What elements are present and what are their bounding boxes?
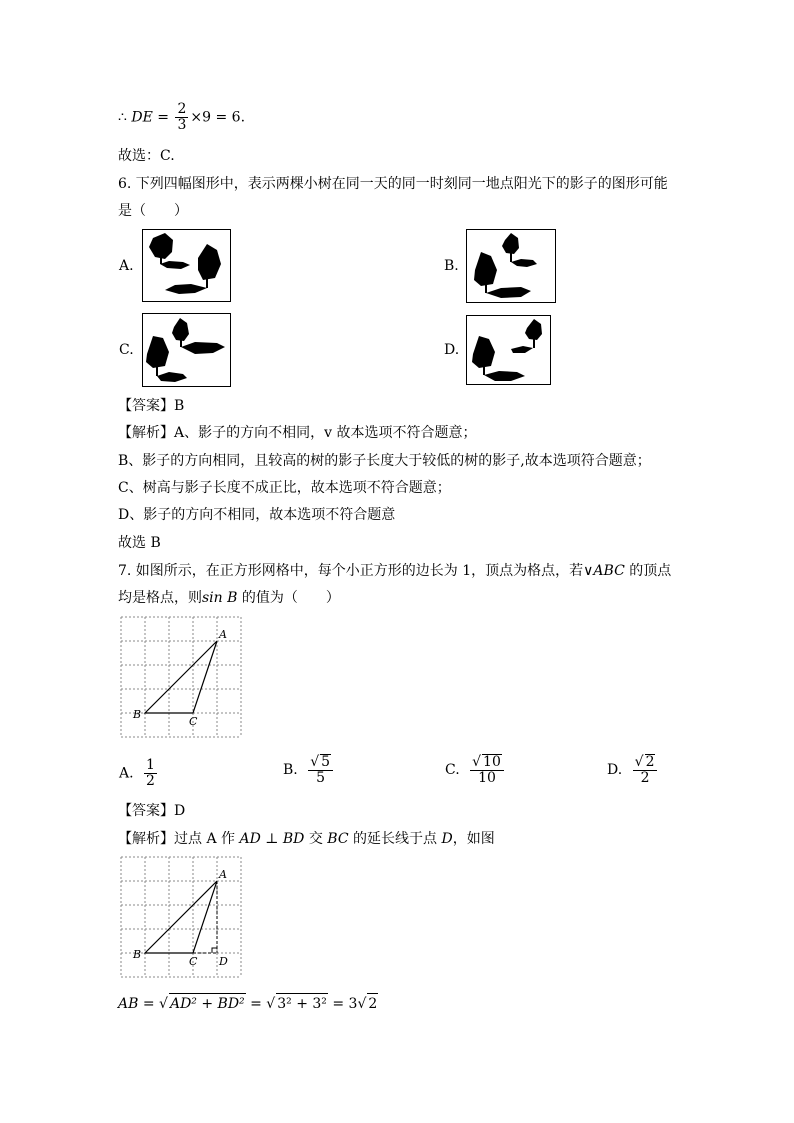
q7-option-b: B. $\frac{√ 5}{5}$ bbox=[283, 754, 335, 786]
q6-stem-line2: 是（ ） bbox=[118, 203, 188, 219]
q7-option-c: C. $\frac{√ 10}{10}$ bbox=[445, 754, 506, 786]
shadow-icon bbox=[157, 372, 187, 382]
shadow-icon bbox=[165, 284, 207, 294]
right-angle-mark bbox=[212, 948, 217, 953]
q6-option-a-label: A. bbox=[119, 258, 134, 274]
derivation-line: ∴ DE = $\frac{2}{3}$ ×9 = 6. bbox=[118, 101, 246, 133]
shadow-icon bbox=[511, 259, 537, 267]
q6-analysis-d: D、影子的方向不相同，故本选项不符合题意 bbox=[118, 507, 396, 523]
q6-option-c-figure bbox=[142, 313, 231, 387]
tree-icon bbox=[198, 244, 221, 280]
triangle-abc bbox=[145, 881, 217, 953]
q7-analysis: 【解析】过点 A 作 AD ⊥ BD 交 BC 的延长线于点 D，如图 bbox=[118, 831, 495, 847]
shadow-icon bbox=[181, 342, 225, 354]
q6-analysis-c: C、树高与影子长度不成正比，故本选项不符合题意； bbox=[118, 480, 451, 496]
shadow-icon bbox=[486, 287, 531, 298]
tree-icon bbox=[146, 336, 169, 368]
choice-line: 故选：C. bbox=[118, 148, 175, 164]
triangle-abc bbox=[145, 641, 217, 713]
shadow-icon bbox=[160, 261, 190, 269]
q6-analysis-b: B、影子的方向相同，且较高的树的影子长度大于较低的树的影子,故本选项符合题意； bbox=[118, 453, 651, 469]
q6-conclusion: 故选 B bbox=[118, 535, 161, 551]
q6-option-d-figure bbox=[466, 315, 551, 385]
label-d: D bbox=[219, 955, 228, 968]
tree-icon bbox=[474, 252, 497, 286]
q6-analysis-a: 【解析】A、影子的方向不相同，v 故本选项不符合题意； bbox=[118, 425, 477, 441]
q7-option-d: D. $\frac{√ 2}{2}$ bbox=[607, 754, 659, 786]
tree-icon bbox=[525, 319, 542, 340]
q7-option-a: A. $\frac{1}{2}$ bbox=[119, 757, 155, 789]
tree-icon bbox=[172, 318, 189, 341]
q7-answer: 【答案】D bbox=[118, 803, 186, 819]
q6-stem-line1: 6. 下列四幅图形中，表示两棵小树在同一天的同一时刻同一地点阳光下的影子的图形可能 bbox=[118, 176, 668, 192]
q6-option-a-figure bbox=[142, 229, 231, 302]
q6-option-d-label: D. bbox=[444, 342, 460, 358]
shadow-icon bbox=[484, 371, 525, 381]
label-b: B bbox=[133, 708, 142, 721]
tree-icon bbox=[472, 336, 495, 368]
q7-solution-grid-figure bbox=[120, 856, 245, 979]
q7-stem-line1: 7. 如图所示，在正方形网格中，每个小正方形的边长为 1，顶点为格点，若∨ABC 的顶点 bbox=[118, 563, 672, 579]
label-a: A bbox=[219, 868, 227, 881]
q6-option-c-label: C. bbox=[119, 342, 134, 358]
label-a: A bbox=[219, 628, 227, 641]
tree-icon bbox=[502, 233, 519, 254]
q6-option-b-figure bbox=[466, 229, 556, 303]
fraction: $\frac{2}{3}$ bbox=[177, 101, 187, 133]
ab-formula: AB = √ AD² + BD² = √ 3² + 3² = 3√ 2 bbox=[118, 993, 378, 1014]
label-c: C bbox=[189, 955, 198, 968]
tree-icon bbox=[149, 233, 173, 259]
q7-grid-figure bbox=[120, 616, 245, 739]
q6-option-b-label: B. bbox=[444, 258, 459, 274]
q6-answer: 【答案】B bbox=[118, 398, 185, 414]
shadow-icon bbox=[511, 346, 533, 353]
de-term: DE bbox=[131, 109, 153, 126]
label-c: C bbox=[189, 715, 198, 728]
q7-stem-line2: 均是格点，则sin B 的值为（ ） bbox=[118, 590, 340, 606]
label-b: B bbox=[133, 948, 142, 961]
